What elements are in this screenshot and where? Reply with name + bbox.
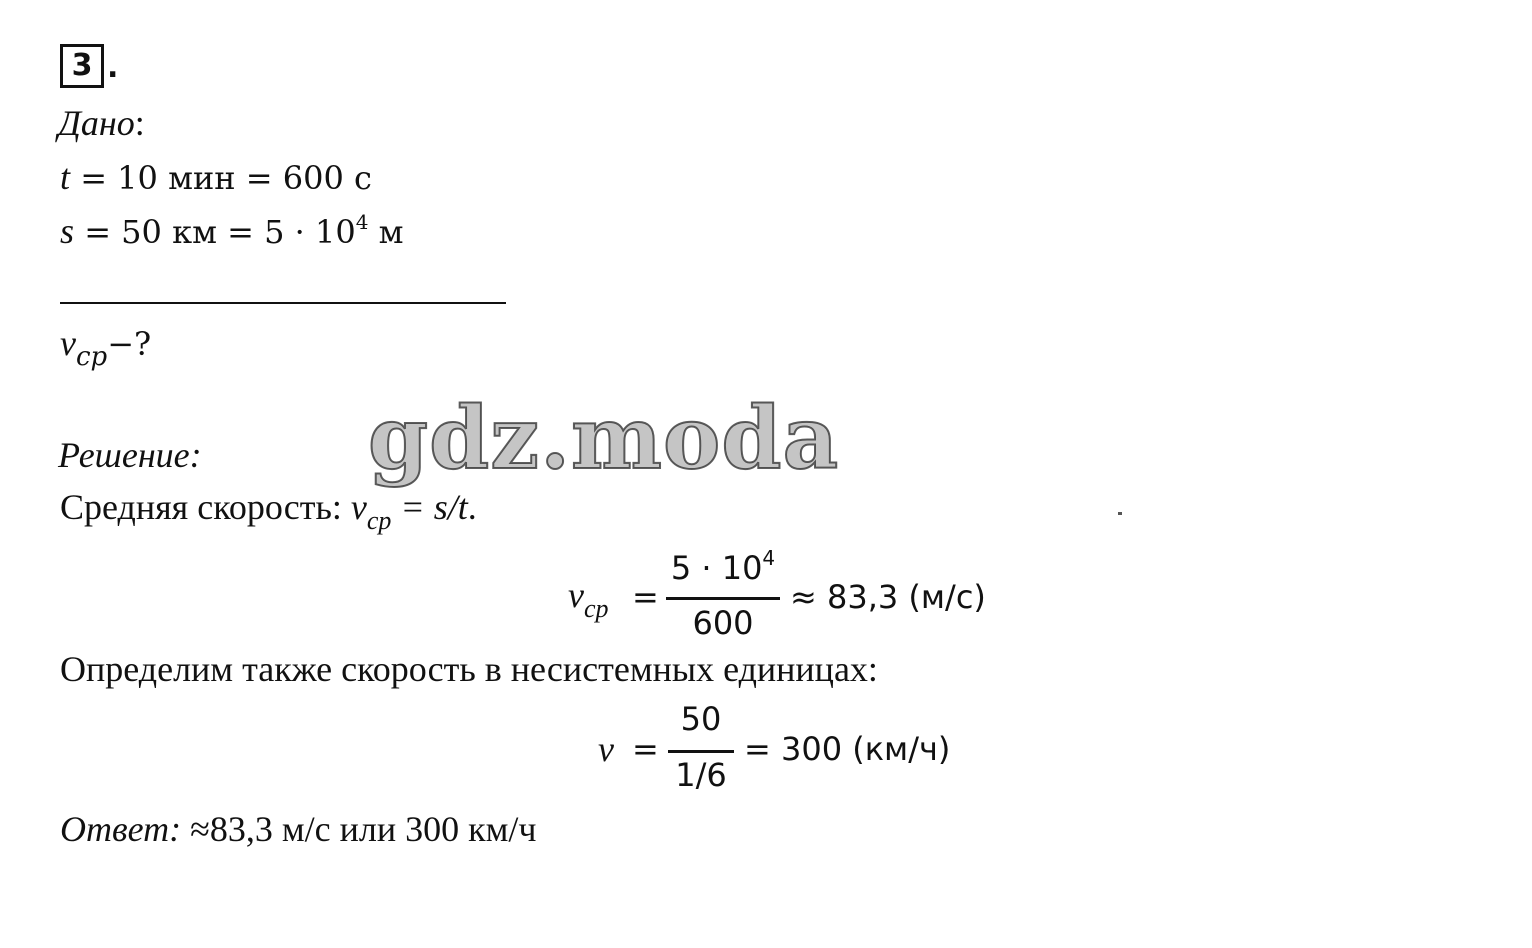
find-question: −? <box>107 325 152 363</box>
eq1-numerator-base: 5 · 10 <box>670 549 763 587</box>
problem-number-box <box>60 44 104 88</box>
distance-exponent: 4 <box>355 210 369 234</box>
given-divider <box>60 302 506 304</box>
stray-mark <box>1118 512 1122 515</box>
solution-heading: Решение: <box>58 435 202 475</box>
solution-intro <box>60 486 477 536</box>
var-v-subscript: ср <box>75 342 108 372</box>
eq1-numerator <box>666 546 780 587</box>
given-heading-colon: : <box>134 103 145 143</box>
given-heading-label: Дано <box>58 103 135 143</box>
watermark-logo: gdz.moda <box>368 388 840 489</box>
eq2-var-v: v <box>598 729 614 769</box>
eq1-lhs <box>568 574 609 624</box>
given-line-distance <box>60 210 404 252</box>
answer-line <box>60 808 537 850</box>
eq1-fraction-bar <box>666 597 780 600</box>
eq1-denominator: 600 <box>692 604 754 642</box>
eq2-result: = 300 (км/ч) <box>744 730 951 768</box>
eq1-numerator-exponent: 4 <box>762 546 776 570</box>
intro-period: . <box>467 487 477 527</box>
nonsi-text: Определим также скорость в несистемных единицах: <box>60 649 878 689</box>
given-line-distance-value: = 50 км = 5 · 10 <box>74 213 356 251</box>
eq2-equals: = <box>632 730 659 768</box>
var-v: v <box>60 323 76 363</box>
intro-var-v-subscript: ср <box>366 506 392 535</box>
var-t: t <box>60 157 71 197</box>
eq2-denominator: 1/6 <box>675 756 727 794</box>
eq1-var-v: v <box>568 575 584 615</box>
var-s: s <box>60 211 75 251</box>
eq1-equals: = <box>632 578 659 616</box>
eq2-fraction-bar <box>668 750 734 753</box>
answer-text: ≈83,3 м/с или 300 км/ч <box>181 809 537 849</box>
intro-formula: = s/t <box>391 487 468 527</box>
solution-intro-text: Средняя скорость: <box>60 487 351 527</box>
problem-number: 3 <box>71 48 93 83</box>
given-line-distance-unit: м <box>368 213 404 251</box>
eq1-var-v-subscript: ср <box>583 594 609 623</box>
intro-var-v: v <box>350 487 367 527</box>
given-line-time-value: = 10 мин = 600 с <box>70 159 372 197</box>
find-line <box>60 322 151 372</box>
problem-number-dot: . <box>107 50 119 85</box>
answer-label: Ответ: <box>60 809 182 849</box>
eq2-numerator: 50 <box>680 700 722 738</box>
eq1-result: ≈ 83,3 (м/с) <box>790 578 986 616</box>
given-line-time <box>60 156 372 198</box>
given-heading <box>58 102 145 144</box>
